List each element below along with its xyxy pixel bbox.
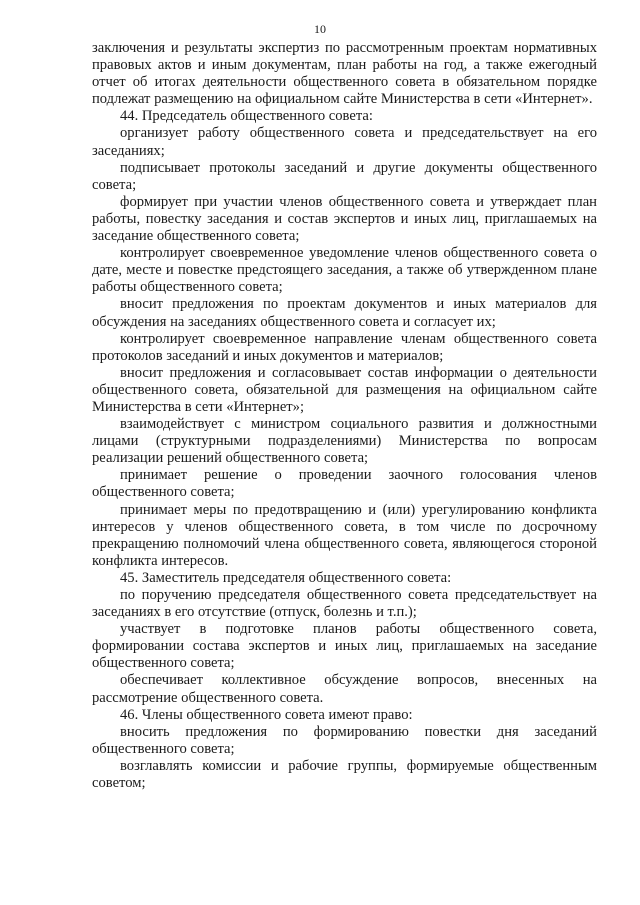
clause-46-item: возглавлять комиссии и рабочие группы, формируемые общественным советом;: [92, 757, 597, 792]
clause-46-heading: 46. Члены общественного совета имеют право:: [120, 706, 413, 723]
clause-46-item: вносить предложения по формированию повестки дня заседаний общественного совета;: [92, 723, 597, 757]
document-body: [92, 40, 597, 792]
clause-44-item: вносит предложения по проектам документов и иных материалов для обсуждения на заседаниях общественного совета и согласует их;: [92, 296, 597, 330]
clause-44-item: контролирует своевременное уведомление членов общественного совета о дате, месте и повестке предстоящего заседания, а также об утвержденном плане работы общественного совета;: [92, 245, 597, 296]
clause-44-item: формирует при участии членов общественного совета и утверждает план работы, повестку заседания и состав экспертов и иных лиц, приглашаемых на заседание общественного совета;: [92, 193, 597, 245]
clause-44-item: вносит предложения и согласовывает состав информации о деятельности общественного совета, обязательной для размещения на официальном сайте Министерства в сети «Интернет»;: [92, 364, 597, 415]
clause-44-item: принимает меры по предотвращению и (или) урегулированию конфликта интересов у членов общественного совета, в том числе по досрочному прекращению полномочий члена общественного совета, являющегося стороной конфликта интересов.: [92, 501, 597, 569]
clause-45-item: по поручению председателя общественного совета председательствует на заседаниях в его отсутствие (отпуск, болезнь и т.п.);: [92, 587, 597, 621]
clause-44-item: организует работу общественного совета и председательствует на его заседаниях;: [92, 125, 597, 159]
clause-44-item: взаимодействует с министром социального развития и должностными лицами (структурными подразделениями) Министерства по вопросам реализации решений общественного совета;: [92, 416, 597, 467]
clause-44-item: контролирует своевременное направление членам общественного совета протоколов заседаний и иных документов и материалов;: [92, 330, 597, 364]
page-number: 10: [314, 22, 326, 36]
clause-44-item: принимает решение о проведении заочного голосования членов общественного совета;: [92, 467, 597, 501]
clause-45-item: обеспечивает коллективное обсуждение вопросов, внесенных на рассмотрение общественного совета.: [92, 672, 597, 706]
clause-45-heading: 45. Заместитель председателя общественного совета:: [120, 569, 452, 586]
clause-44-item: подписывает протоколы заседаний и другие документы общественного совета;: [92, 159, 597, 193]
clause-44-heading: 44. Председатель общественного совета:: [120, 108, 373, 125]
clause-45-item: участвует в подготовке планов работы общественного совета, формировании состава экспертов и иных лиц, приглашаемых на заседание общественного совета;: [92, 621, 597, 672]
paragraph-continuation: заключения и результаты экспертиз по рассмотренным проектам нормативных правовых актов и иным документам, план работы на год, а также ежегодный отчет об итогах деятельности общественного совета в обязательном порядке подлежат размещению на официальном сайте Министерства в сети «Интернет».: [92, 40, 597, 108]
